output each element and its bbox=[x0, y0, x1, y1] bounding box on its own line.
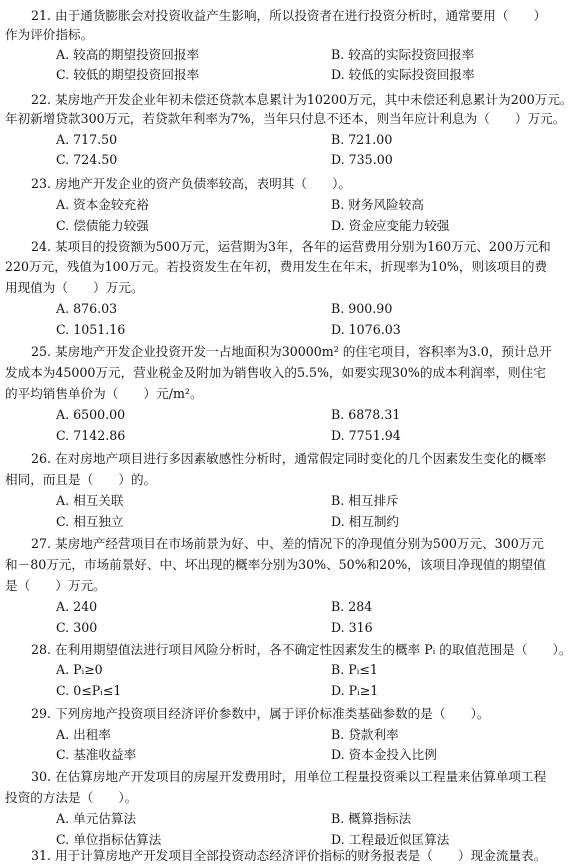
question-stem-continuation: 发成本为45000万元，营业税金及附加为销售收入的5.5%，如要实现30%的成本利润率，则住宅 bbox=[5, 365, 546, 380]
answer-option-b: B. 相互排斥 bbox=[331, 493, 399, 508]
answer-option-a: A. 资本金较充裕 bbox=[56, 197, 149, 212]
answer-option-d: D. 7751.94 bbox=[331, 428, 401, 443]
answer-option-b: B. 概算指标法 bbox=[331, 811, 412, 826]
answer-option-a: A. 717.50 bbox=[56, 132, 118, 147]
answer-option-d: D. 316 bbox=[331, 620, 373, 635]
answer-option-d: D. 资本金投入比例 bbox=[331, 747, 437, 762]
question-stem: 27. 某房地产经营项目在市场前景为好、中、差的情况下的净现值分别为500万元、300万元 bbox=[31, 536, 544, 551]
answer-option-c: C. 单位指标估算法 bbox=[56, 832, 162, 847]
answer-option-b: B. 贷款利率 bbox=[331, 727, 399, 742]
question-stem: 31. 用于计算房地产开发项目全部投资动态经济评价指标的财务报表是（ ）现金流量表。 bbox=[31, 848, 547, 863]
answer-option-a: A. 较高的期望投资回报率 bbox=[56, 47, 200, 62]
question-stem: 25. 某房地产开发企业投资开发一占地面积为30000m² 的住宅项目，容积率为3.0，预计总开 bbox=[31, 344, 552, 359]
question-stem: 21. 由于通货膨胀会对投资收益产生影响，所以投资者在进行投资分析时，通常要用（ ） bbox=[31, 8, 547, 23]
question-stem-continuation: 作为评价指标。 bbox=[5, 27, 94, 42]
answer-option-c: C. 7142.86 bbox=[56, 428, 126, 443]
question-stem-continuation: 的平均销售单价为（ ）元/m²。 bbox=[5, 386, 203, 401]
question-stem-continuation: 220万元，残值为100万元。若投资发生在年初，费用发生在年末，折现率为10%，则该项目的费 bbox=[5, 259, 548, 274]
answer-option-d: D. 较低的实际投资回报率 bbox=[331, 67, 475, 82]
answer-option-c: C. 相互独立 bbox=[56, 514, 124, 529]
question-stem-continuation: 和－80万元，市场前景好、中、坏出现的概率分别为30%、50%和20%，该项目净现值的期望值 bbox=[5, 557, 546, 572]
question-stem-continuation: 相同，而且是（ ）的。 bbox=[5, 472, 157, 487]
answer-option-c: C. 基准收益率 bbox=[56, 747, 137, 762]
answer-option-b: B. 284 bbox=[331, 599, 373, 614]
answer-option-b: B. 较高的实际投资回报率 bbox=[331, 47, 475, 62]
answer-option-d: D. 相互制约 bbox=[331, 514, 400, 529]
answer-option-a: A. 6500.00 bbox=[56, 407, 126, 422]
answer-option-c: C. 偿债能力较强 bbox=[56, 218, 149, 233]
answer-option-a: A. Pᵢ≥0 bbox=[56, 662, 103, 677]
answer-option-b: B. 6878.31 bbox=[331, 407, 401, 422]
answer-option-a: A. 相互关联 bbox=[56, 493, 124, 508]
question-stem-continuation: 年初新增贷款300万元，若贷款年利率为7%，当年只付息不还本，则当年应计利息为（ ）万元。 bbox=[5, 111, 566, 126]
answer-option-b: B. 900.90 bbox=[331, 301, 393, 316]
answer-option-d: D. Pᵢ≥1 bbox=[331, 683, 379, 698]
answer-option-a: A. 出租率 bbox=[56, 727, 111, 742]
answer-option-c: C. 1051.16 bbox=[56, 322, 126, 337]
question-stem: 23. 房地产开发企业的资产负债率较高，表明其（ ）。 bbox=[31, 176, 351, 191]
answer-option-b: B. 721.00 bbox=[331, 132, 393, 147]
answer-option-d: D. 735.00 bbox=[331, 152, 393, 167]
question-stem: 22. 某房地产开发企业年初未偿还贷款本息累计为10200万元，其中未偿还利息累计为200万元。 bbox=[31, 92, 573, 107]
answer-option-c: C. 724.50 bbox=[56, 152, 118, 167]
question-stem: 24. 某项目的投资额为500万元，运营期为3年，各年的运营费用分别为160万元、200万元和 bbox=[31, 239, 551, 254]
answer-option-c: C. 0≤Pᵢ≤1 bbox=[56, 683, 122, 698]
question-stem-continuation: 投资的方法是（ ）。 bbox=[5, 790, 138, 805]
answer-option-a: A. 单元估算法 bbox=[56, 811, 137, 826]
question-stem: 29. 下列房地产投资项目经济评价参数中，属于评价标准类基础参数的是（ ）。 bbox=[31, 706, 490, 721]
question-stem-continuation: 是（ ）万元。 bbox=[5, 578, 106, 593]
answer-option-b: B. 财务风险较高 bbox=[331, 197, 424, 212]
answer-option-c: C. 300 bbox=[56, 620, 98, 635]
answer-option-d: D. 1076.03 bbox=[331, 322, 401, 337]
question-stem: 28. 在利用期望值法进行项目风险分析时，各不确定性因素发生的概率 Pᵢ 的取值范围是（ ）。 bbox=[31, 642, 572, 657]
question-stem-continuation: 用现值为（ ）万元。 bbox=[5, 280, 144, 295]
answer-option-c: C. 较低的期望投资回报率 bbox=[56, 67, 200, 82]
question-stem: 30. 在估算房地产开发项目的房屋开发费用时，用单位工程量投资乘以工程量来估算单项工程 bbox=[31, 769, 547, 784]
answer-option-d: D. 工程最近似匡算法 bbox=[331, 832, 450, 847]
answer-option-a: A. 240 bbox=[56, 599, 98, 614]
answer-option-b: B. Pᵢ≤1 bbox=[331, 662, 378, 677]
question-stem: 26. 在对房地产项目进行多因素敏感性分析时，通常假定同时变化的几个因素发生变化的概率 bbox=[31, 451, 547, 466]
answer-option-a: A. 876.03 bbox=[56, 301, 118, 316]
answer-option-d: D. 资金应变能力较强 bbox=[331, 218, 450, 233]
